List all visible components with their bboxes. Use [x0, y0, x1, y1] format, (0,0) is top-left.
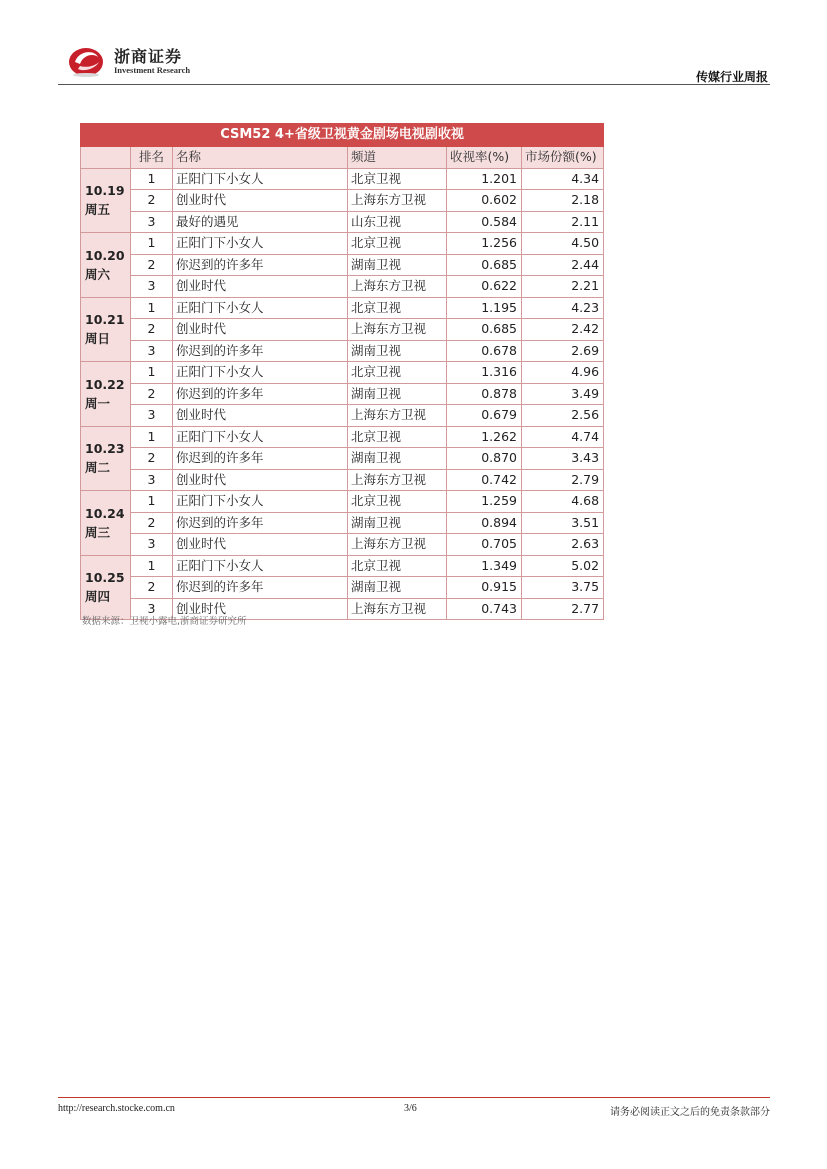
rating-cell: 1.256: [447, 233, 522, 255]
rank-cell: 3: [131, 469, 173, 491]
share-cell: 5.02: [522, 555, 604, 577]
name-cell: 创业时代: [173, 534, 348, 556]
share-cell: 2.42: [522, 319, 604, 341]
rating-cell: 0.685: [447, 254, 522, 276]
rating-cell: 1.349: [447, 555, 522, 577]
channel-cell: 北京卫视: [348, 297, 447, 319]
weekday-label: 周一: [85, 395, 111, 411]
name-cell: 正阳门下小女人: [173, 168, 348, 190]
zheshang-logo-icon: [66, 42, 106, 78]
table-row: [81, 211, 604, 233]
rank-cell: 1: [131, 362, 173, 384]
share-cell: 4.96: [522, 362, 604, 384]
weekday-label: 周日: [85, 331, 111, 347]
table-row: [81, 426, 604, 448]
channel-cell: 北京卫视: [348, 168, 447, 190]
name-cell: 你迟到的许多年: [173, 512, 348, 534]
table-row: [81, 448, 604, 470]
share-cell: 3.75: [522, 577, 604, 599]
footer-url-link[interactable]: http://research.stocke.com.cn: [58, 1103, 175, 1114]
share-cell: 3.49: [522, 383, 604, 405]
rank-cell: 2: [131, 319, 173, 341]
table-row: [81, 362, 604, 384]
table-row: [81, 383, 604, 405]
channel-cell: 上海东方卫视: [348, 598, 447, 620]
name-cell: 创业时代: [173, 469, 348, 491]
rank-cell: 3: [131, 211, 173, 233]
date-cell: [81, 297, 131, 362]
rating-cell: 1.262: [447, 426, 522, 448]
name-cell: 正阳门下小女人: [173, 491, 348, 513]
table-title-row: [81, 124, 604, 147]
rank-cell: 2: [131, 577, 173, 599]
name-cell: 你迟到的许多年: [173, 383, 348, 405]
share-cell: 2.69: [522, 340, 604, 362]
name-cell: 正阳门下小女人: [173, 362, 348, 384]
channel-cell: 北京卫视: [348, 555, 447, 577]
rank-cell: 3: [131, 598, 173, 620]
channel-cell: 北京卫视: [348, 362, 447, 384]
channel-cell: 湖南卫视: [348, 383, 447, 405]
name-cell: 正阳门下小女人: [173, 555, 348, 577]
page-number: 3/6: [404, 1103, 417, 1114]
name-cell: 创业时代: [173, 276, 348, 298]
weekday-label: 周二: [85, 460, 111, 476]
rank-cell: 1: [131, 426, 173, 448]
rating-cell: 0.602: [447, 190, 522, 212]
name-cell: 你迟到的许多年: [173, 254, 348, 276]
share-cell: 2.77: [522, 598, 604, 620]
share-cell: 3.43: [522, 448, 604, 470]
rank-cell: 1: [131, 297, 173, 319]
rank-cell: 3: [131, 276, 173, 298]
name-cell: 正阳门下小女人: [173, 297, 348, 319]
name-cell: 你迟到的许多年: [173, 340, 348, 362]
rank-cell: 2: [131, 190, 173, 212]
rank-cell: 3: [131, 405, 173, 427]
table-row: [81, 233, 604, 255]
channel-cell: 湖南卫视: [348, 254, 447, 276]
table-row: [81, 297, 604, 319]
weekday-label: 周三: [85, 524, 111, 540]
table-title: CSM52 4+省级卫视黄金剧场电视剧收视: [81, 124, 604, 147]
weekday-label: 周四: [85, 589, 111, 605]
weekday-label: 周五: [85, 202, 111, 218]
ratings-table: [80, 123, 604, 620]
rating-cell: 0.685: [447, 319, 522, 341]
channel-cell: 上海东方卫视: [348, 319, 447, 341]
share-cell: 2.11: [522, 211, 604, 233]
table-row: [81, 555, 604, 577]
channel-cell: 湖南卫视: [348, 512, 447, 534]
name-cell: 创业时代: [173, 405, 348, 427]
rank-cell: 1: [131, 168, 173, 190]
table-row: [81, 512, 604, 534]
column-header-channel: 频道: [348, 147, 447, 169]
channel-cell: 湖南卫视: [348, 340, 447, 362]
footer-disclaimer: 请务必阅读正文之后的免责条款部分: [610, 1107, 770, 1118]
date-cell: [81, 168, 131, 233]
rating-cell: 0.743: [447, 598, 522, 620]
weekday-label: 周六: [85, 266, 111, 282]
rating-cell: 0.678: [447, 340, 522, 362]
name-cell: 创业时代: [173, 598, 348, 620]
date-cell: [81, 491, 131, 556]
date-label: 10.23: [85, 441, 125, 457]
column-header-rating: 收视率(%): [447, 147, 522, 169]
column-header-share: 市场份额(%): [522, 147, 604, 169]
name-cell: 最好的遇见: [173, 211, 348, 233]
table-row: [81, 405, 604, 427]
table-row: [81, 319, 604, 341]
rating-cell: 0.915: [447, 577, 522, 599]
channel-cell: 湖南卫视: [348, 448, 447, 470]
table-row: [81, 340, 604, 362]
name-cell: 创业时代: [173, 190, 348, 212]
date-label: 10.19: [85, 183, 125, 199]
name-cell: 你迟到的许多年: [173, 577, 348, 599]
date-cell: [81, 233, 131, 298]
date-cell: [81, 426, 131, 491]
rank-cell: 3: [131, 340, 173, 362]
share-cell: 2.79: [522, 469, 604, 491]
share-cell: 3.51: [522, 512, 604, 534]
share-cell: 4.34: [522, 168, 604, 190]
date-label: 10.20: [85, 247, 125, 263]
rating-cell: 0.679: [447, 405, 522, 427]
rank-cell: 2: [131, 448, 173, 470]
rating-cell: 0.878: [447, 383, 522, 405]
channel-cell: 北京卫视: [348, 491, 447, 513]
rank-cell: 3: [131, 534, 173, 556]
table-row: [81, 469, 604, 491]
table-row: [81, 190, 604, 212]
column-header-name: 名称: [173, 147, 348, 169]
table-row: [81, 491, 604, 513]
footer-divider: [58, 1097, 770, 1098]
data-source-note: 数据来源：卫视小露电,浙商证券研究所: [82, 616, 247, 627]
column-header-date: [81, 147, 131, 169]
rank-cell: 1: [131, 555, 173, 577]
date-label: 10.25: [85, 570, 125, 586]
table-row: [81, 577, 604, 599]
name-cell: 正阳门下小女人: [173, 233, 348, 255]
rating-cell: 0.705: [447, 534, 522, 556]
channel-cell: 山东卫视: [348, 211, 447, 233]
rating-cell: 1.201: [447, 168, 522, 190]
name-cell: 正阳门下小女人: [173, 426, 348, 448]
table-header-row: [81, 147, 604, 169]
share-cell: 4.50: [522, 233, 604, 255]
channel-cell: 上海东方卫视: [348, 276, 447, 298]
rating-cell: 1.195: [447, 297, 522, 319]
channel-cell: 上海东方卫视: [348, 469, 447, 491]
rank-cell: 2: [131, 383, 173, 405]
rating-cell: 1.316: [447, 362, 522, 384]
share-cell: 2.18: [522, 190, 604, 212]
date-label: 10.24: [85, 505, 125, 521]
rank-cell: 2: [131, 512, 173, 534]
rating-cell: 1.259: [447, 491, 522, 513]
header-divider: [58, 84, 770, 85]
channel-cell: 北京卫视: [348, 233, 447, 255]
rank-cell: 1: [131, 233, 173, 255]
column-header-rank: 排名: [131, 147, 173, 169]
brand-name-en: Investment Research: [114, 65, 191, 75]
share-cell: 2.63: [522, 534, 604, 556]
channel-cell: 上海东方卫视: [348, 534, 447, 556]
share-cell: 2.21: [522, 276, 604, 298]
rating-cell: 0.622: [447, 276, 522, 298]
date-cell: [81, 555, 131, 620]
rating-cell: 0.894: [447, 512, 522, 534]
rank-cell: 1: [131, 491, 173, 513]
page-header: [58, 40, 770, 86]
share-cell: 4.68: [522, 491, 604, 513]
share-cell: 2.56: [522, 405, 604, 427]
channel-cell: 上海东方卫视: [348, 405, 447, 427]
rating-cell: 0.742: [447, 469, 522, 491]
name-cell: 创业时代: [173, 319, 348, 341]
share-cell: 4.23: [522, 297, 604, 319]
brand-name-cn: 浙商证券: [114, 47, 183, 66]
share-cell: 2.44: [522, 254, 604, 276]
share-cell: 4.74: [522, 426, 604, 448]
name-cell: 你迟到的许多年: [173, 448, 348, 470]
rank-cell: 2: [131, 254, 173, 276]
date-label: 10.21: [85, 312, 125, 328]
date-label: 10.22: [85, 376, 125, 392]
rating-cell: 0.870: [447, 448, 522, 470]
table-row: [81, 168, 604, 190]
table-row: [81, 254, 604, 276]
channel-cell: 北京卫视: [348, 426, 447, 448]
table-row: [81, 534, 604, 556]
channel-cell: 湖南卫视: [348, 577, 447, 599]
report-type: 传媒行业周报: [695, 70, 768, 84]
date-cell: [81, 362, 131, 427]
table-row: [81, 276, 604, 298]
channel-cell: 上海东方卫视: [348, 190, 447, 212]
rating-cell: 0.584: [447, 211, 522, 233]
ratings-table-wrapper: [80, 123, 603, 620]
